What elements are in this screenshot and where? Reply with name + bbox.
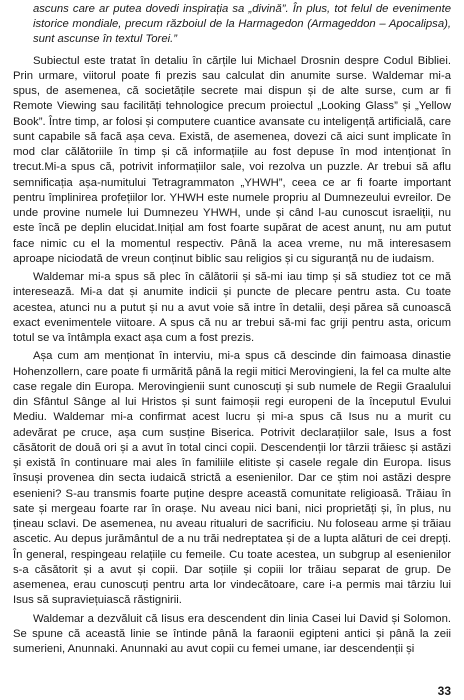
paragraph-drosnin: Subiectul este tratat în detaliu în cărțile lui Michael Drosnin despre Codul Bibliei. Prin urmare, viitorul poate fi prezis sau calculat din anumite surse. Waldemar mi-a spus, de asemenea, că societățile secrete mai dispun și de alte surse, cum ar fi Remote Viewing sau facilități tehnologice precum proiectul „Looking Glass” și „Yellow Book”. Între timp, ar folosi și computere cuantice avansate cu inteligență artificială, care sunt capabile să facă așa ceva. Există, de asemenea, dovezi că aici sunt implicate în mod clar călătoriile în timp și că informațiile au fost depuse în mod intenționat în trecut.Mi-a spus că, potrivit informațiilor sale, voi rezolva un puzzle. Ar trebui să aflu semnificația așa-numitului Tetragrammaton „YHWH”, ceea ce ar fi foarte important pentru împlinirea profețiilor lor. YHWH este numele propriu al Dumnezeului evreilor. De unde provine numele lui Dumnezeu YHWH, unde și când l-au cunoscut israeliții, nu este încă pe deplin elucidat.Inițial am fost foarte supărat de acest anunț, nu am putut face nimic cu el la momentul respectiv. Până la acea vreme, nu mă interesasem aproape niciodată de vreun conținut biblic sau religios și cu siguranță nu de iudaism.	[13, 54, 451, 265]
quote-continuation: ascuns care ar putea dovedi inspirația sa „divină”. În plus, tot felul de evenimente istorice mondiale, precum războiul de la Harmagedon (Armageddon – Apocalipsa), sunt ascunse în textul Torei.”	[33, 3, 451, 46]
page-body	[13, 2, 451, 660]
page-number: 33	[437, 684, 451, 698]
paragraph-merovingians: Așa cum am menționat în interviu, mi-a spus că descinde din faimoasa dinastie Hohenzollern, care poate fi urmărită până la regii mitici Merovingieni, la fel ca multe alte case regale din Europa. Merovingienii sunt cunoscuți și sub numele de Regii Graalului din Sfântul Sânge al lui Hristos și sunt faimoșii regi europeni de la începutul Evului Mediu. Waldemar mi-a confirmat acest lucru și mi-a spus că Isus nu a murit cu adevărat pe cruce, așa cum susține Biserica. Potrivit declarațiilor sale, Isus a fost căsătorit de două ori și a avut în total cinci copii. Descendenții lor târzii trăiesc și astăzi și există în continuare mai ales în familiile elitiste și casele regale din Europa. Iisus însuși provenea din secta iudaică strictă a esenienilor. Dar ce știm noi astăzi despre esenieni? S-au transmis foarte puține despre această comunitate religioasă. Trăiau în sate și mergeau foarte rar în orașe. Nu aveau nici bani, nici proprietăți și, în plus, nu țineau sclavi. De asemenea, nu aveau ritualuri de sacrificiu. Nu foloseau arme și trăiau ascetic. Au depus jurământul de a nu trăi nedreptatea și de a lupta alături de cei drepți. În general, respingeau relațiile cu femeile. Cu toate acestea, un subgrup al esenienilor s-a căsătorit și a avut și copii. Dar soțiile și copiii lor trăiau separat de grup. De asemenea, erau cunoscuți pentru arta lor vindecătoare, care i-a permis mai târziu lui Isus să supraviețuiască răstignirii.	[13, 350, 451, 607]
paragraph-david-solomon: Waldemar a dezvăluit că Iisus era descendent din linia Casei lui David și Solomon. Se spune că această linie se întinde până la faraonii egipteni antici și până la zeii sumerieni, Anunnaki. Anunnaki au avut copii cu femei umane, iar descendenții și	[13, 612, 451, 656]
paragraph-travels: Waldemar mi-a spus să plec în călătorii și să-mi iau timp și să studiez tot ce mă interesează. Mi-a dat și anumite indicii și puncte de plecare pentru asta. Cu toate acestea, atunci nu a putut și nu a avut voie să intre în detalii, deși părea să cunoască exact evenimentele viitoare. A spus că nu ar trebui să-mi fac griji pentru asta, oricum totul se va întâmpla exact așa cum a fost prezis.	[13, 271, 451, 345]
